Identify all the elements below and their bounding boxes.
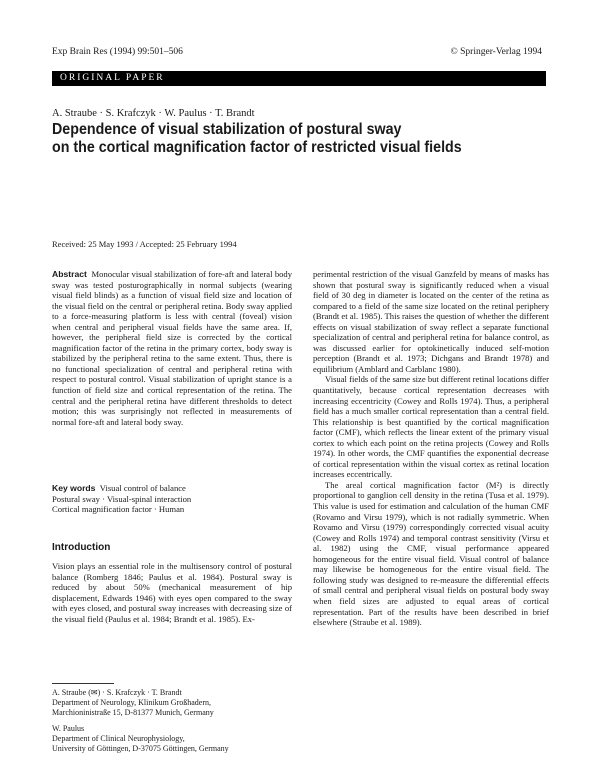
correspondence-address: [52, 688, 292, 754]
correspondence-line-2: Department of Neurology, Klinikum Großhadern,: [52, 698, 211, 708]
key-words-label: Key words: [52, 483, 96, 493]
abstract-label: Abstract: [52, 269, 87, 279]
key-words-line-1: Visual control of balance: [99, 483, 186, 493]
correspondence-line-4: W. Paulus: [52, 723, 85, 733]
correspondence-line-1: A. Straube (✉) · S. Krafczyk · T. Brandt: [52, 688, 182, 697]
key-words: [52, 483, 292, 515]
correspondence-line-6: University of Göttingen, D-37075 Göttingen, Germany: [52, 744, 229, 754]
key-words-line-3: Cortical magnification factor · Human: [52, 504, 185, 515]
introduction-body: [52, 561, 292, 624]
received-accepted-dates: Received: 25 May 1993 / Accepted: 25 February 1994: [52, 239, 237, 249]
right-paragraph-1: perimental restriction of the visual Ganzfeld by means of masks has shown that postural sway is significantly reduced when a visual field of 30 deg in diameter is located on the center of the retina as compared to a field of the same size located on the retinal periphery (Brandt et al. 1985). This raises the question of whether the different effects on visual stabilization of sway reflect a separate functional specialization of central and peripheral retina for balance control, as was discussed earlier for optokinetically induced self-motion perception (Brandt et al. 1973; Dichgans and Brandt 1978) and equilibrium (Amblard and Carblanc 1980).: [313, 269, 549, 374]
section-band: [52, 71, 546, 86]
author-list: A. Straube · S. Krafczyk · W. Paulus · T. Brandt: [52, 108, 255, 119]
paper-title-line-1: Dependence of visual stabilization of postural sway: [52, 121, 402, 138]
correspondence-line-3: Marchioninistraße 15, D-81377 Munich, Germany: [52, 708, 214, 718]
right-column-body: [313, 269, 549, 628]
right-paragraph-2: Visual fields of the same size but different retinal locations differ quantitatively, because cortical representation decreases with increasing eccentricity (Cowey and Rolls 1974). Thus, a peripheral field has a much smaller cortical representation than a central field. This relationship is best quantified by the cortical magnification factor (CMF), which reflects the linear extent of the primary visual cortex to which each point on the retina projects (Cowey and Rolls 1974). In other words, the CMF quantifies the exponential decrease of cortical representation within the visual cortex as retinal location increases eccentrically.: [313, 374, 549, 480]
introduction-heading: Introduction: [52, 542, 111, 553]
abstract: [52, 269, 292, 427]
key-words-line-2: Postural sway · Visual-spinal interaction: [52, 493, 192, 504]
publisher-copyright: © Springer-Verlag 1994: [450, 47, 542, 57]
introduction-text: Vision plays an essential role in the multisensory control of postural balance (Romberg 1846; Paulus et al. 1984). Postural sway is reduced by about 50% (mechanical measurement of hip displacement, Edwards 1946) with eyes open compared to the sway with eyes closed, and postural sway increases with decreasing size of the visual field (Paulus et al. 1984; Brandt et al. 1985). Ex-: [52, 561, 292, 624]
correspondence-line-5: Department of Clinical Neurophysiology,: [52, 733, 185, 743]
section-band-label: ORIGINAL PAPER: [60, 73, 165, 83]
right-paragraph-3: The areal cortical magnification factor (M²) is directly proportional to ganglion cell density in the retina (Tusa et al. 1979). This value is used for estimation and calculation of the human CMF (Rovamo and Virsu 1979), which is not radially symmetric. When Rovamo and Virsu (1979) correspondingly corrected visual acuity (Cowey and Rolls 1974) and temporal contrast sensitivity (Virsu et al. 1982) using the CMF, visual performance appeared homogeneous for the entire visual field. Visual control of balance may likewise be homogeneous for the entire visual field. The following study was designed to re-measure the differential effects of small central and peripheral visual fields on postural body sway when field sizes are adjusted to equal areas of cortical representation. Part of the results have been described in brief elsewhere (Straube et al. 1989).: [313, 479, 549, 628]
journal-citation: Exp Brain Res (1994) 99:501–506: [52, 47, 183, 57]
paper-title-line-2: on the cortical magnification factor of restricted visual fields: [52, 139, 462, 156]
paper-title: [52, 121, 512, 157]
abstract-text: Monocular visual stabilization of fore-aft and lateral body sway was tested posturographically in normal subjects (wearing visual field blinds) as a function of visual field size and location of the visual field on the central or peripheral retina. Body sway applied to a force-measuring platform is less with central (foveal) vision when central and peripheral visual fields have the same area. If, however, the peripheral field size is corrected by the cortical magnification factor of the retina in the primary cortex, body sway is stabilized by the peripheral retina to the same extent. Thus, there is no functional specialization of central and peripheral retina with respect to postural control. Visual stabilization of upright stance is a function of field size and cortical representation of the retina. The central and the peripheral retina have different thresholds to detect motion; this was surprisingly not reflected in measurements of normal fore-aft and lateral body sway.: [52, 269, 293, 427]
footnote-divider: [52, 683, 114, 684]
